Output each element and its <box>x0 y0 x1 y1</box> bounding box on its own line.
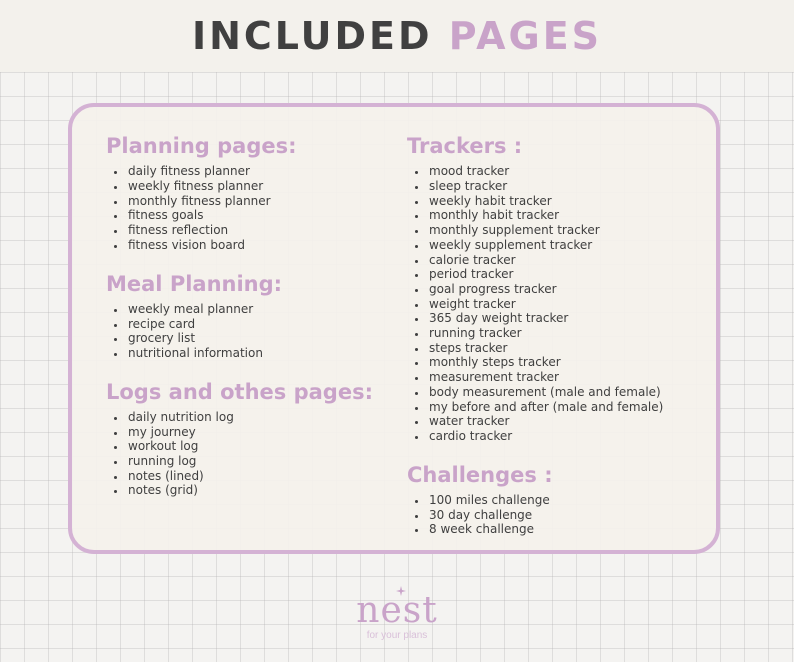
list-item: • weekly fitness planner <box>126 179 406 194</box>
list-item: • daily fitness planner <box>126 164 406 179</box>
list-item: • 365 day weight tracker <box>427 311 707 326</box>
list-item: • monthly habit tracker <box>427 208 707 223</box>
item-list <box>106 302 406 361</box>
list-item: • nutritional information <box>126 346 406 361</box>
list-item: • monthly supplement tracker <box>427 223 707 238</box>
list-item: • 30 day challenge <box>427 508 707 523</box>
section-title: Planning pages: <box>106 134 297 158</box>
list-item: • goal progress tracker <box>427 282 707 297</box>
left-column <box>106 133 406 498</box>
list-item: • weekly meal planner <box>126 302 406 317</box>
list-item: • notes (lined) <box>126 469 406 484</box>
list-item: • weekly habit tracker <box>427 194 707 209</box>
list-item: • notes (grid) <box>126 483 406 498</box>
list-item: • monthly fitness planner <box>126 194 406 209</box>
list-item: • recipe card <box>126 317 406 332</box>
list-item: • monthly steps tracker <box>427 355 707 370</box>
list-item: • mood tracker <box>427 164 707 179</box>
item-list <box>407 164 707 443</box>
list-item: • cardio tracker <box>427 429 707 444</box>
title-main: INCLUDED <box>191 14 433 58</box>
list-item: • water tracker <box>427 414 707 429</box>
list-item: • daily nutrition log <box>126 410 406 425</box>
list-item: • my journey <box>126 425 406 440</box>
section-meal-planning <box>106 271 406 361</box>
list-item: • weight tracker <box>427 297 707 312</box>
list-item: • my before and after (male and female) <box>427 400 707 415</box>
list-item: • calorie tracker <box>427 253 707 268</box>
content-panel <box>68 103 720 554</box>
item-list <box>106 164 406 252</box>
item-list <box>407 493 707 537</box>
list-item: • body measurement (male and female) <box>427 385 707 400</box>
brand-logo <box>0 592 794 642</box>
list-item: • workout log <box>126 439 406 454</box>
list-item: • fitness vision board <box>126 238 406 253</box>
title-accent: PAGES <box>448 14 603 58</box>
section-title: Challenges : <box>407 462 553 487</box>
list-item: • steps tracker <box>427 341 707 356</box>
section-title: Trackers : <box>407 134 523 158</box>
section-title: Meal Planning: <box>106 271 283 296</box>
list-item: • fitness goals <box>126 208 406 223</box>
logo-tagline: for your plans <box>366 630 428 641</box>
item-list <box>106 410 406 498</box>
section-logs-other-pages <box>106 379 406 499</box>
list-item: • grocery list <box>126 331 406 346</box>
header-banner <box>0 0 794 72</box>
section-title: Logs and othes pages: <box>106 379 373 404</box>
list-item: • 100 miles challenge <box>427 493 707 508</box>
list-item: • period tracker <box>427 267 707 282</box>
list-item: • running tracker <box>427 326 707 341</box>
list-item: • running log <box>126 454 406 469</box>
logo-wordmark: nest <box>356 590 438 631</box>
list-item: • weekly supplement tracker <box>427 238 707 253</box>
right-column <box>407 133 707 537</box>
section-challenges <box>407 462 707 537</box>
list-item: • sleep tracker <box>427 179 707 194</box>
list-item: • fitness reflection <box>126 223 406 238</box>
section-trackers <box>407 133 707 444</box>
page-title <box>192 14 602 58</box>
list-item: • measurement tracker <box>427 370 707 385</box>
section-planning-pages <box>106 133 406 253</box>
list-item: • 8 week challenge <box>427 522 707 537</box>
